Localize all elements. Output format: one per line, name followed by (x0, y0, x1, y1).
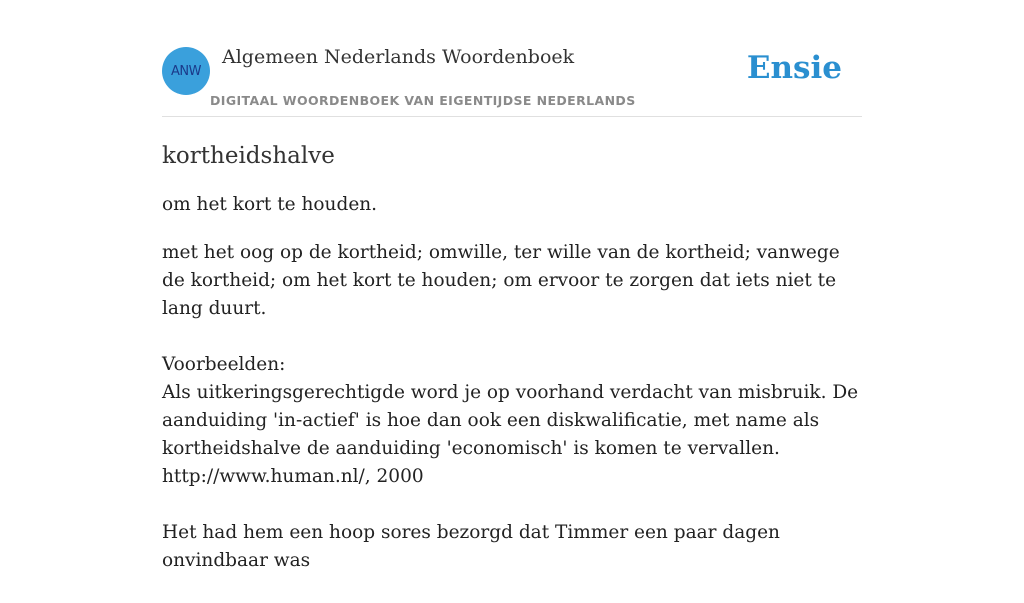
definition: met het oog op de kortheid; omwille, ter wille van de kortheid; vanwege de kortheid; om het kort te houden; om ervoor te zorgen dat iets niet te lang duurt. (162, 242, 840, 319)
example-item (162, 379, 862, 491)
examples-label: Voorbeelden: (162, 354, 286, 375)
example-source: http://www.human.nl/, 2000 (162, 466, 424, 487)
anw-logo[interactable]: ANW (162, 47, 210, 95)
headword: kortheidshalve (162, 143, 335, 169)
ensie-logo[interactable]: Ensie (746, 50, 842, 86)
example-text: Het had hem een hoop sores bezorgd dat Timmer een paar dagen onvindbaar was (162, 522, 780, 571)
source-header (162, 0, 862, 117)
source-title[interactable]: Algemeen Nederlands Woordenboek (222, 46, 575, 68)
example-text: Als uitkeringsgerechtigde word je op voorhand verdacht van misbruik. De aanduiding 'in-actief' is hoe dan ook een diskwalificatie, met name als kortheidshalve de aanduiding 'economisch' is komen te vervallen. (162, 382, 859, 459)
example-item (162, 519, 862, 575)
source-subtitle: DIGITAAL WOORDENBOEK VAN EIGENTIJDSE NEDERLANDS (210, 93, 636, 108)
short-definition: om het kort te houden. (162, 194, 378, 215)
page-container (162, 0, 862, 603)
